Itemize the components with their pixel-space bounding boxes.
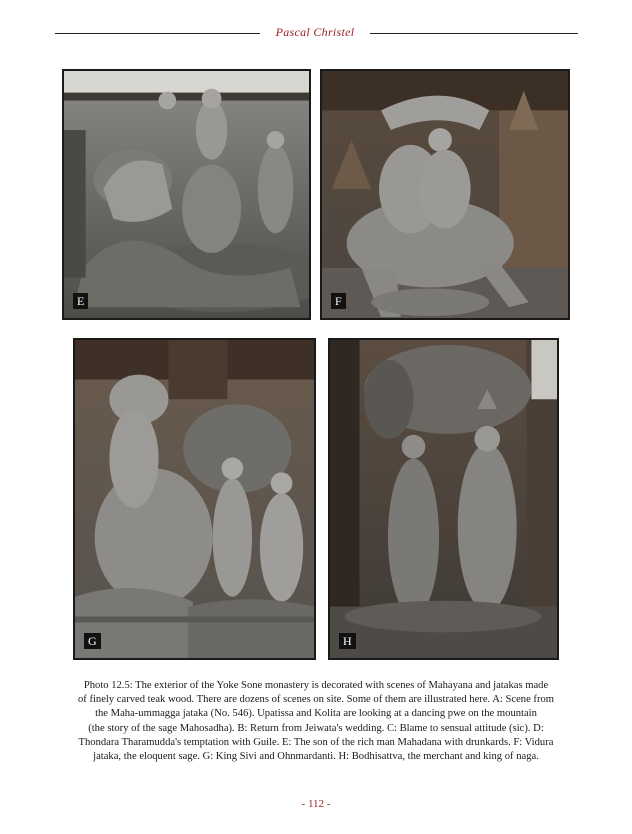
photo-g-label: G [84,633,101,649]
photo-h-label: H [339,633,356,649]
caption-line: the Maha-ummagga jataka (No. 546). Upatissa and Kolita are looking at a dancing pwe on the mountain [95,708,537,720]
caption-line: of finely carved teak wood. There are dozens of scenes on site. Some of them are illustrated here. A: Scene from [77,694,555,706]
photo-h-image [330,340,557,658]
caption-line: jataka, the eloquent sage. G: King Sivi and Ohnmardanti. H: Bodhisattva, the merchant and king of naga. [93,751,539,763]
photo-h [328,338,559,660]
running-head: Pascal Christel [275,25,355,39]
caption-line: (the story of the sage Mahosadha). B: Return from Jeiwata's wedding. C: Blame to sensual attitude (sic). D: [88,722,544,734]
photo-e-image [64,71,309,318]
page-number: - 112 - [301,798,331,810]
photo-f-label: F [331,293,346,309]
caption-line: Thondara Tharamudda's temptation with Guile. E: The son of the rich man Mahadana with drunkards. F: Vidura [78,736,554,748]
photo-e-label: E [73,293,88,309]
photo-g-image [75,340,314,658]
photo-f-image [322,71,568,318]
photo-e [62,69,311,320]
header-rule-right [370,33,578,34]
photo-g [73,338,316,660]
photo-caption [60,679,572,764]
header-rule-left [55,33,260,34]
caption-line: Photo 12.5: The exterior of the Yoke Sone monastery is decorated with scenes of Mahayana and jatakas made [83,680,549,691]
photo-f [320,69,570,320]
